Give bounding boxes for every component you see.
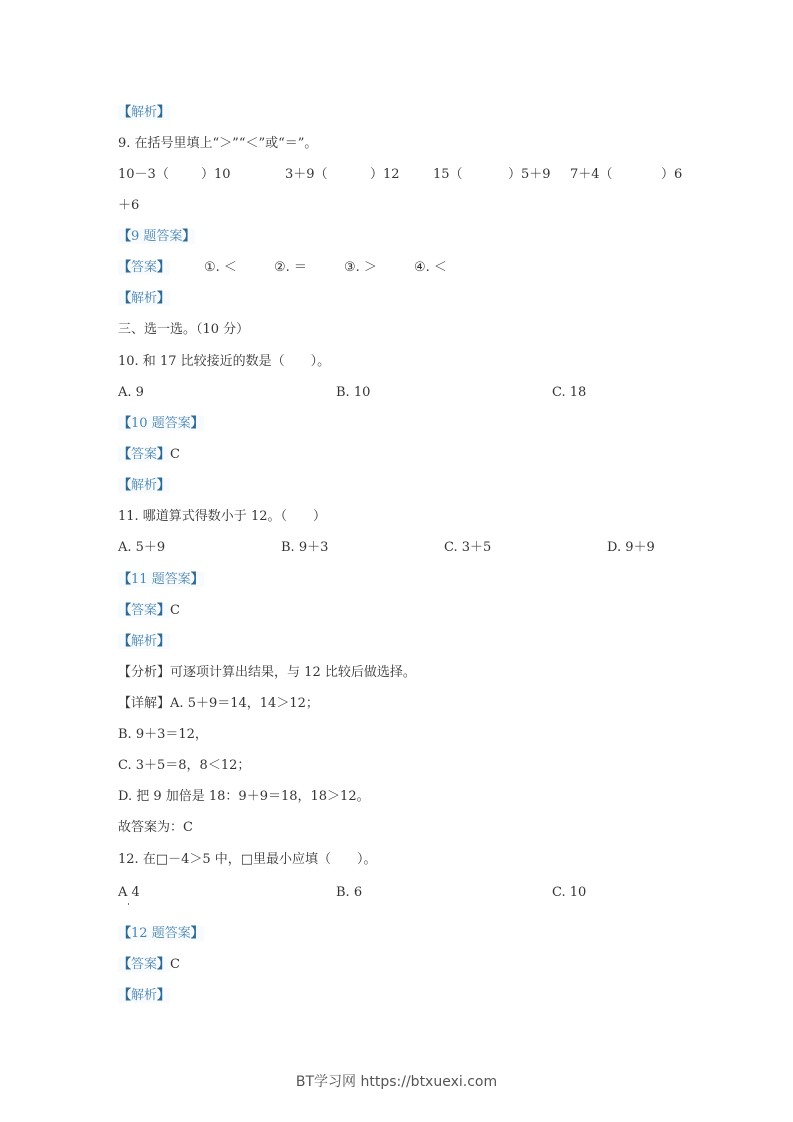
bracket: 【 [118, 634, 132, 649]
bracket: 】 [157, 291, 171, 306]
answer-header-text: 10 题答案 [131, 416, 191, 431]
answer-label: 答案 [131, 447, 158, 462]
fenxi-label: 分析 [131, 665, 158, 680]
q12-option-a: A 4 [118, 885, 140, 900]
q10-option-a: A. 9 [118, 385, 144, 400]
bracket: 【 [118, 957, 132, 972]
q11-option-a: A. 5＋9 [118, 540, 166, 555]
q11-answer [118, 603, 180, 619]
q9-item-4b: ）6 [661, 167, 683, 182]
q10-prompt: 10. 和 17 比较接近的数是（ ）。 [118, 354, 331, 369]
bracket: 【 [118, 416, 132, 431]
q9-analysis-label [118, 291, 170, 307]
q12-answer-value: C [170, 957, 180, 972]
q12-answer-header [118, 926, 204, 942]
q9-answer-3: ③. ＞ [344, 260, 377, 275]
q9-answer-header [118, 229, 195, 245]
stray-dot [128, 903, 129, 905]
q11-option-b: B. 9＋3 [281, 540, 329, 555]
q9-item-3a: 15（ [433, 167, 463, 182]
q11-answer-header [118, 572, 204, 588]
bracket: 】 [157, 603, 171, 618]
analysis-text: 解析 [131, 634, 158, 649]
q9-item-1b: ）10 [201, 167, 231, 182]
answer-label: 答案 [131, 957, 158, 972]
bracket: 】 [157, 478, 171, 493]
bracket: 】 [182, 229, 196, 244]
bracket: 【 [118, 260, 132, 275]
section3-title: 三、选一选。（10 分） [118, 322, 250, 337]
bracket: 】 [157, 105, 171, 120]
q12-analysis-label [118, 988, 170, 1004]
q9-answer [118, 260, 518, 276]
q11-fenxi [118, 665, 416, 681]
q12-answer [118, 957, 180, 973]
q11-detail-b: B. 9＋3＝12， [118, 727, 208, 742]
bracket: 】 [190, 572, 204, 587]
q10-option-b: B. 10 [336, 385, 371, 400]
answer-header-text: 11 题答案 [131, 572, 191, 587]
bracket: 【 [118, 988, 132, 1003]
q11-analysis-label [118, 634, 170, 650]
bracket: 【 [118, 926, 132, 941]
q10-answer-value: C [170, 447, 180, 462]
bracket: 【 [118, 229, 132, 244]
bracket: 】 [157, 260, 171, 275]
q12-option-b: B. 6 [336, 885, 363, 900]
footer-watermark: BT学习网 https://btxuexi.com [295, 1074, 498, 1090]
bracket: 【 [118, 572, 132, 587]
q11-detail-a [118, 696, 319, 712]
analysis-text: 解析 [131, 105, 158, 120]
q12-option-c: C. 10 [552, 885, 587, 900]
analysis-text: 解析 [131, 291, 158, 306]
q10-option-c: C. 18 [552, 385, 587, 400]
q11-option-d: D. 9＋9 [607, 540, 655, 555]
analysis-text: 解析 [131, 478, 158, 493]
bracket: 【 [118, 447, 132, 462]
q9-item-2b: ）12 [370, 167, 400, 182]
answer-label: 答案 [131, 603, 158, 618]
bracket: 】 [157, 634, 171, 649]
q9-answer-2: ②. ＝ [274, 260, 307, 275]
bracket: 【 [118, 696, 132, 711]
detail-label: 详解 [131, 696, 158, 711]
q11-analysis-text: 可逐项计算出结果，与 12 比较后做选择。 [170, 665, 416, 680]
answer-header-text: 9 题答案 [131, 229, 183, 244]
analysis-label [118, 105, 170, 121]
q10-answer [118, 447, 180, 463]
answer-label: 答案 [131, 260, 158, 275]
q9-item-4a: 7＋4（ [570, 167, 613, 182]
bracket: 【 [118, 665, 132, 680]
bracket: 【 [118, 603, 132, 618]
bracket: 【 [118, 105, 132, 120]
q11-detail-line-a: A. 5＋9＝14，14＞12； [170, 696, 319, 711]
q12-prompt: 12. 在□－4＞5 中，□里最小应填（ ）。 [118, 852, 377, 867]
bracket: 【 [118, 478, 132, 493]
q9-item-2a: 3＋9（ [285, 167, 328, 182]
bracket: 】 [157, 696, 171, 711]
q9-answer-1: ①. ＜ [204, 260, 237, 275]
bracket: 】 [157, 957, 171, 972]
q11-detail-c: C. 3＋5＝8，8＜12； [118, 758, 251, 773]
q9-wrap: ＋6 [118, 198, 140, 213]
bracket: 】 [157, 665, 171, 680]
q11-conclusion: 故答案为：C [118, 820, 193, 835]
q11-detail-d: D. 把 9 加倍是 18：9＋9＝18，18＞12。 [118, 789, 370, 804]
q11-prompt: 11. 哪道算式得数小于 12。（ ） [118, 509, 326, 524]
analysis-text: 解析 [131, 988, 158, 1003]
q10-analysis-label [118, 478, 170, 494]
answer-header-text: 12 题答案 [131, 926, 191, 941]
q9-item-1a: 10－3（ [118, 167, 169, 182]
q10-answer-header [118, 416, 204, 432]
q9-answer-4: ④. ＜ [414, 260, 447, 275]
q9-prompt: 9. 在括号里填上“＞”“＜”或“＝”。 [118, 136, 318, 151]
bracket: 】 [190, 926, 204, 941]
q9-item-3b: ）5＋9 [508, 167, 551, 182]
q11-answer-value: C [170, 603, 180, 618]
bracket: 【 [118, 291, 132, 306]
bracket: 】 [157, 447, 171, 462]
bracket: 】 [190, 416, 204, 431]
q11-option-c: C. 3＋5 [444, 540, 492, 555]
bracket: 】 [157, 988, 171, 1003]
